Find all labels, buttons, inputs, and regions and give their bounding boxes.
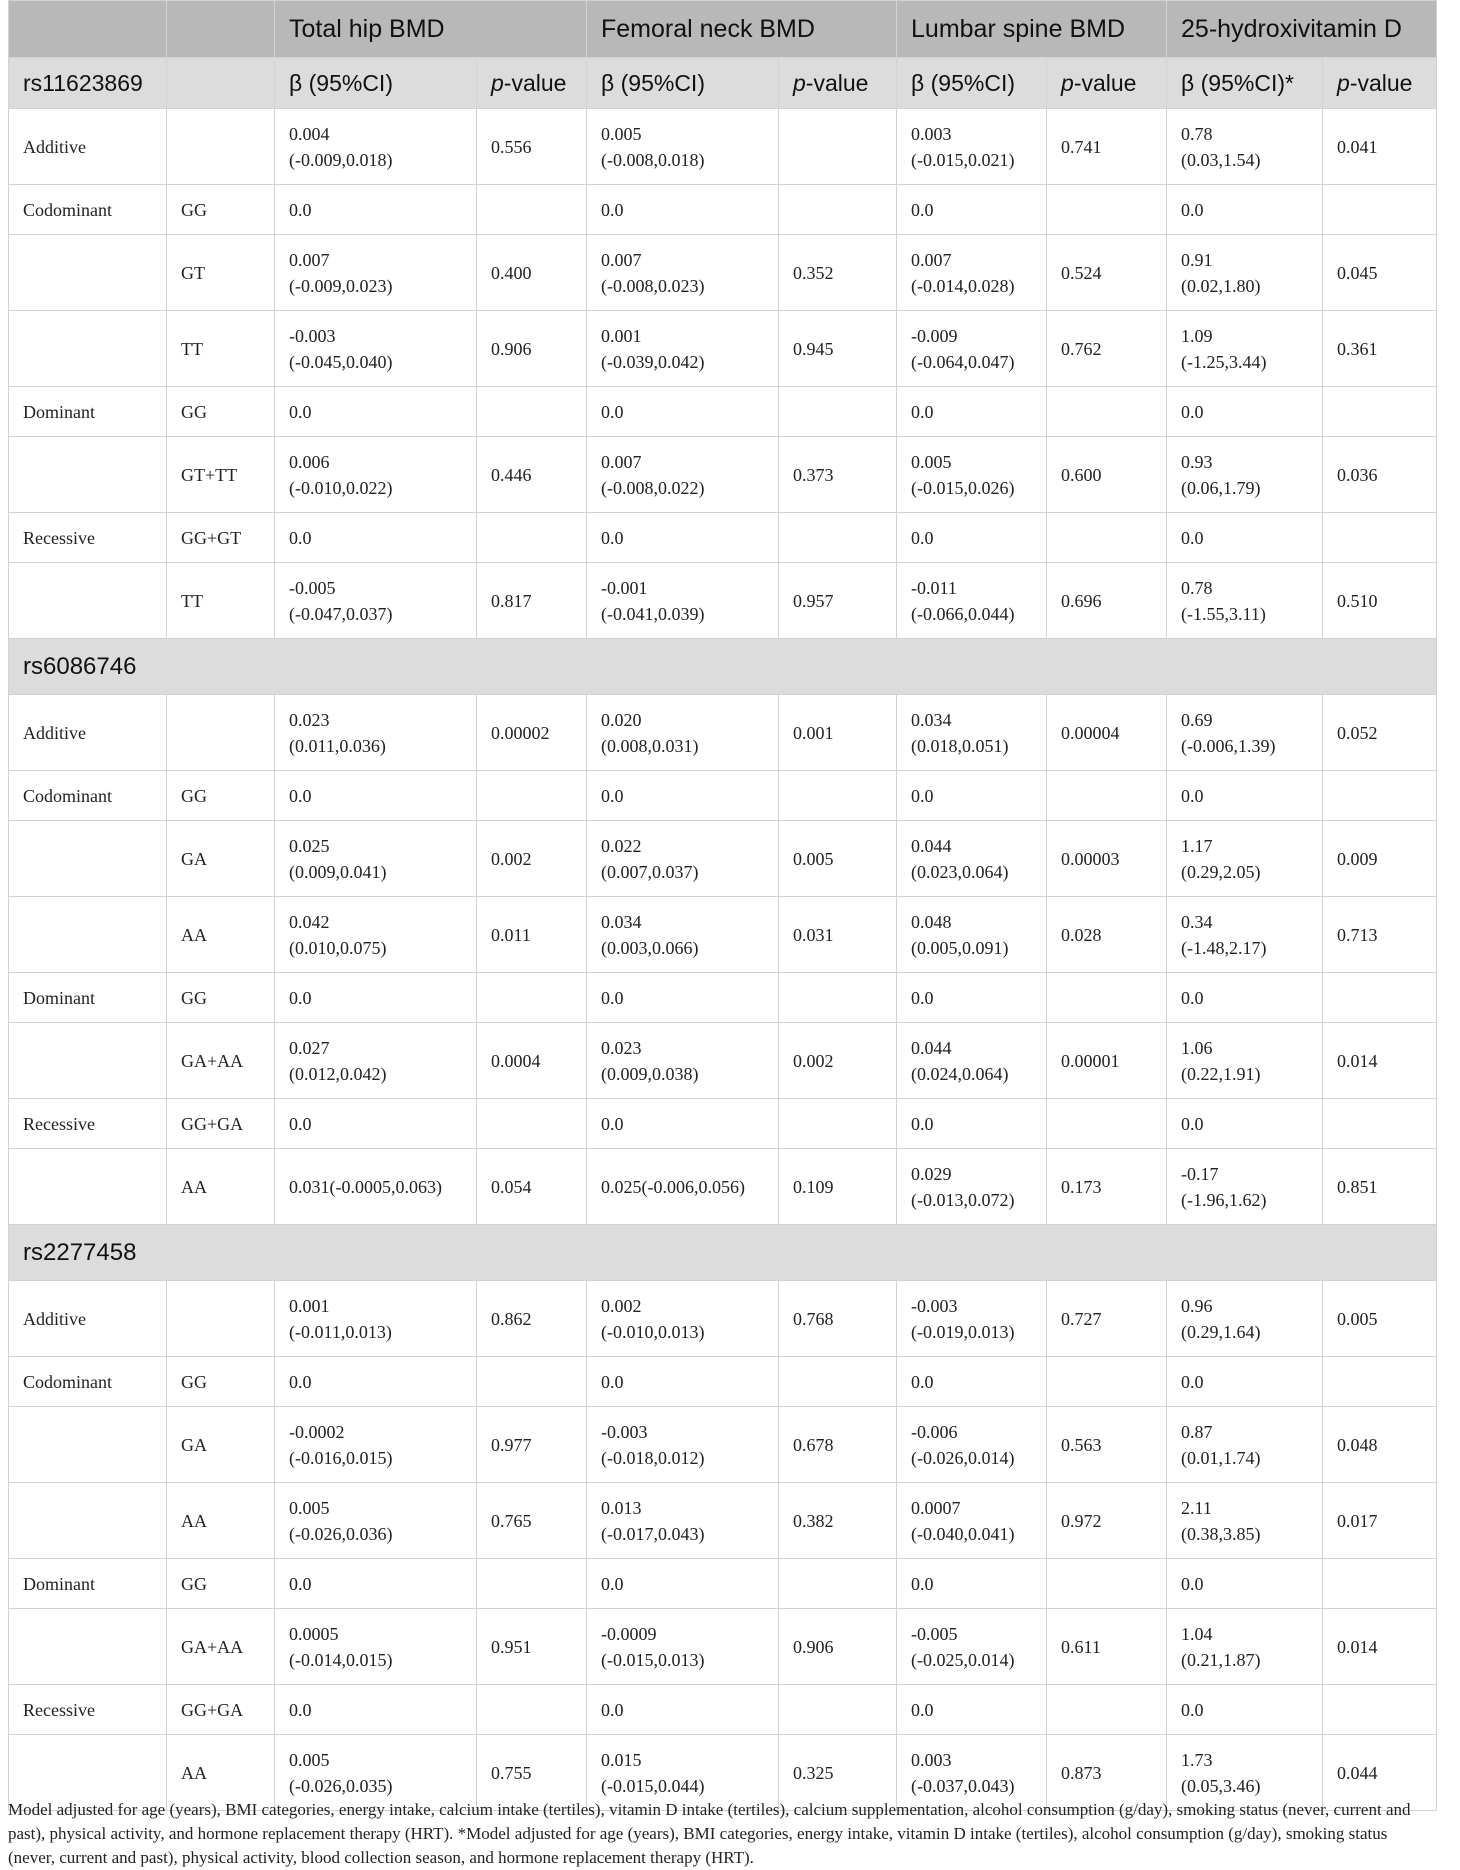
header-lumbar-spine: Lumbar spine BMD bbox=[897, 1, 1167, 58]
p-value-cell: 0.00004 bbox=[1047, 695, 1167, 771]
p-value-cell: 0.0004 bbox=[477, 1023, 587, 1099]
beta-ci-cell: -0.011 (-0.066,0.044) bbox=[897, 563, 1047, 639]
genotype-cell: GG+GA bbox=[167, 1685, 275, 1735]
beta-ci-cell: -0.17 (-1.96,1.62) bbox=[1167, 1149, 1323, 1225]
p-value-cell bbox=[477, 973, 587, 1023]
p-value-cell bbox=[1047, 1099, 1167, 1149]
beta-ci-cell: 0.93 (0.06,1.79) bbox=[1167, 437, 1323, 513]
model-cell bbox=[9, 1023, 167, 1099]
beta-ci-cell: 0.78 (0.03,1.54) bbox=[1167, 109, 1323, 185]
p-value-cell: 0.873 bbox=[1047, 1735, 1167, 1811]
p-value-cell: 0.851 bbox=[1323, 1149, 1437, 1225]
beta-ci-cell: 1.17 (0.29,2.05) bbox=[1167, 821, 1323, 897]
beta-ci-cell: 0.0 bbox=[1167, 1099, 1323, 1149]
table-row bbox=[9, 1559, 1437, 1609]
beta-ci-cell: 0.001 (-0.011,0.013) bbox=[275, 1281, 477, 1357]
p-value-cell: 0.977 bbox=[477, 1407, 587, 1483]
beta-ci-cell: 0.005 (-0.008,0.018) bbox=[587, 109, 779, 185]
p-value-cell: 0.373 bbox=[779, 437, 897, 513]
beta-ci-cell: 2.11 (0.38,3.85) bbox=[1167, 1483, 1323, 1559]
beta-ci-cell: 0.96 (0.29,1.64) bbox=[1167, 1281, 1323, 1357]
p-value-cell: 0.173 bbox=[1047, 1149, 1167, 1225]
outcome-header-row bbox=[9, 1, 1437, 58]
beta-ci-cell: 0.91 (0.02,1.80) bbox=[1167, 235, 1323, 311]
p-value-cell bbox=[477, 185, 587, 235]
subheader-row bbox=[9, 58, 1437, 109]
beta-ci-cell: -0.009 (-0.064,0.047) bbox=[897, 311, 1047, 387]
p-value-cell bbox=[1323, 973, 1437, 1023]
beta-ci-cell: 0.0 bbox=[275, 387, 477, 437]
p-value-cell: 0.563 bbox=[1047, 1407, 1167, 1483]
beta-ci-cell: 1.73 (0.05,3.46) bbox=[1167, 1735, 1323, 1811]
p-value-cell bbox=[1047, 973, 1167, 1023]
p-value-cell: 0.972 bbox=[1047, 1483, 1167, 1559]
p-value-cell: 0.352 bbox=[779, 235, 897, 311]
beta-ci-cell: 0.0 bbox=[897, 185, 1047, 235]
beta-ci-cell: 0.020 (0.008,0.031) bbox=[587, 695, 779, 771]
beta-ci-cell: 0.87 (0.01,1.74) bbox=[1167, 1407, 1323, 1483]
beta-ci-cell: 0.003 (-0.037,0.043) bbox=[897, 1735, 1047, 1811]
p-value-cell bbox=[1047, 1559, 1167, 1609]
beta-ci-cell: 0.027 (0.012,0.042) bbox=[275, 1023, 477, 1099]
beta-ci-cell: 0.0 bbox=[587, 185, 779, 235]
table-row bbox=[9, 695, 1437, 771]
p-value-cell: 0.002 bbox=[779, 1023, 897, 1099]
beta-header: β (95%CI) bbox=[275, 58, 477, 109]
p-value-cell bbox=[477, 1099, 587, 1149]
beta-ci-cell: -0.003 (-0.018,0.012) bbox=[587, 1407, 779, 1483]
p-value-cell: 0.031 bbox=[779, 897, 897, 973]
p-value-cell: 0.001 bbox=[779, 695, 897, 771]
p-value-cell: 0.048 bbox=[1323, 1407, 1437, 1483]
genotype-cell: GA bbox=[167, 821, 275, 897]
beta-ci-cell: 1.06 (0.22,1.91) bbox=[1167, 1023, 1323, 1099]
p-value-cell bbox=[477, 771, 587, 821]
beta-ci-cell: 0.031(-0.0005,0.063) bbox=[275, 1149, 477, 1225]
beta-ci-cell: 0.0 bbox=[1167, 1685, 1323, 1735]
model-cell: Dominant bbox=[9, 1559, 167, 1609]
genotype-cell: GG bbox=[167, 185, 275, 235]
beta-ci-cell: 0.0 bbox=[897, 1685, 1047, 1735]
beta-ci-cell: 0.0 bbox=[275, 1685, 477, 1735]
p-value-cell bbox=[1047, 185, 1167, 235]
p-value-cell bbox=[779, 1559, 897, 1609]
p-value-cell: 0.00003 bbox=[1047, 821, 1167, 897]
p-value-cell: 0.600 bbox=[1047, 437, 1167, 513]
genotype-cell: TT bbox=[167, 563, 275, 639]
p-value-cell: 0.011 bbox=[477, 897, 587, 973]
genotype-cell: GG bbox=[167, 973, 275, 1023]
p-value-cell: 0.00002 bbox=[477, 695, 587, 771]
results-table-container bbox=[8, 0, 1436, 1811]
p-value-cell: 0.005 bbox=[1323, 1281, 1437, 1357]
table-row bbox=[9, 1609, 1437, 1685]
table-footnote: Model adjusted for age (years), BMI categories, energy intake, calcium intake (tertiles), vitamin D intake (tertiles), calcium supplementation, alcohol consumption (g/day), smoking status (never, current and past), physical activity, and hormone replacement therapy (HRT). *Model adjusted for age (years), BMI categories, energy intake, vitamin D intake (tertiles), alcohol consumption (g/day), smoking status (never, current and past), physical activity, blood collection season, and hormone replacement therapy (HRT). bbox=[8, 1800, 1411, 1867]
p-value-cell: 0.00001 bbox=[1047, 1023, 1167, 1099]
p-value-cell: 0.713 bbox=[1323, 897, 1437, 973]
snp-name: rs2277458 bbox=[9, 1225, 1437, 1281]
header-empty-cell bbox=[167, 1, 275, 58]
p-value-cell: 0.696 bbox=[1047, 563, 1167, 639]
beta-ci-cell: 0.0 bbox=[1167, 771, 1323, 821]
p-value-cell: 0.817 bbox=[477, 563, 587, 639]
model-cell bbox=[9, 1609, 167, 1685]
p-value-cell: 0.400 bbox=[477, 235, 587, 311]
beta-ci-cell: 0.0 bbox=[275, 1099, 477, 1149]
model-cell: Additive bbox=[9, 109, 167, 185]
p-value-cell: 0.036 bbox=[1323, 437, 1437, 513]
beta-ci-cell: 0.013 (-0.017,0.043) bbox=[587, 1483, 779, 1559]
beta-ci-cell: -0.005 (-0.047,0.037) bbox=[275, 563, 477, 639]
model-cell bbox=[9, 437, 167, 513]
beta-ci-cell: 0.0 bbox=[275, 1559, 477, 1609]
p-value-cell bbox=[779, 513, 897, 563]
table-row bbox=[9, 235, 1437, 311]
p-value-cell: 0.678 bbox=[779, 1407, 897, 1483]
beta-ci-cell: 0.0 bbox=[587, 1685, 779, 1735]
beta-ci-cell: 0.048 (0.005,0.091) bbox=[897, 897, 1047, 973]
p-value-cell: 0.556 bbox=[477, 109, 587, 185]
p-value-cell: 0.109 bbox=[779, 1149, 897, 1225]
p-value-cell: 0.951 bbox=[477, 1609, 587, 1685]
header-vitamin-d: 25-hydroxivitamin D bbox=[1167, 1, 1437, 58]
p-value-cell: 0.741 bbox=[1047, 109, 1167, 185]
p-value-cell: 0.325 bbox=[779, 1735, 897, 1811]
model-cell: Recessive bbox=[9, 1099, 167, 1149]
genotype-cell: GG+GA bbox=[167, 1099, 275, 1149]
table-row bbox=[9, 1281, 1437, 1357]
p-value-cell bbox=[477, 387, 587, 437]
model-cell bbox=[9, 897, 167, 973]
beta-ci-cell: 0.69 (-0.006,1.39) bbox=[1167, 695, 1323, 771]
beta-ci-cell: 0.0005 (-0.014,0.015) bbox=[275, 1609, 477, 1685]
genotype-cell: GT+TT bbox=[167, 437, 275, 513]
p-value-cell: 0.054 bbox=[477, 1149, 587, 1225]
beta-ci-cell: 0.034 (0.018,0.051) bbox=[897, 695, 1047, 771]
p-value-cell: 0.014 bbox=[1323, 1609, 1437, 1685]
beta-ci-cell: 0.0007 (-0.040,0.041) bbox=[897, 1483, 1047, 1559]
beta-ci-cell: 0.0 bbox=[275, 185, 477, 235]
table-row bbox=[9, 821, 1437, 897]
results-table bbox=[8, 0, 1437, 1811]
beta-ci-cell: 0.006 (-0.010,0.022) bbox=[275, 437, 477, 513]
p-value-cell bbox=[779, 1357, 897, 1407]
p-value-cell: 0.862 bbox=[477, 1281, 587, 1357]
beta-header: β (95%CI) bbox=[587, 58, 779, 109]
genotype-cell: GA+AA bbox=[167, 1609, 275, 1685]
p-value-cell bbox=[1047, 771, 1167, 821]
genotype-cell: AA bbox=[167, 897, 275, 973]
genotype-cell: GG bbox=[167, 771, 275, 821]
model-cell: Recessive bbox=[9, 1685, 167, 1735]
beta-ci-cell: 0.0 bbox=[275, 1357, 477, 1407]
p-value-cell: 0.361 bbox=[1323, 311, 1437, 387]
beta-ci-cell: 0.0 bbox=[587, 973, 779, 1023]
beta-ci-cell: 0.007 (-0.014,0.028) bbox=[897, 235, 1047, 311]
p-value-cell: 0.957 bbox=[779, 563, 897, 639]
genotype-cell bbox=[167, 109, 275, 185]
beta-ci-cell: 0.005 (-0.026,0.035) bbox=[275, 1735, 477, 1811]
p-value-cell bbox=[779, 771, 897, 821]
beta-ci-cell: 0.0 bbox=[897, 1099, 1047, 1149]
p-value-cell bbox=[1323, 771, 1437, 821]
beta-ci-cell: 0.78 (-1.55,3.11) bbox=[1167, 563, 1323, 639]
genotype-cell: GG+GT bbox=[167, 513, 275, 563]
table-row bbox=[9, 1483, 1437, 1559]
beta-ci-cell: 0.004 (-0.009,0.018) bbox=[275, 109, 477, 185]
table-row bbox=[9, 1407, 1437, 1483]
header-empty-cell bbox=[9, 1, 167, 58]
header-femoral-neck: Femoral neck BMD bbox=[587, 1, 897, 58]
genotype-cell: GG bbox=[167, 1357, 275, 1407]
p-value-cell bbox=[1047, 1685, 1167, 1735]
p-value-cell bbox=[1323, 387, 1437, 437]
p-value-cell: 0.765 bbox=[477, 1483, 587, 1559]
model-cell bbox=[9, 1407, 167, 1483]
p-value-cell: 0.009 bbox=[1323, 821, 1437, 897]
model-cell bbox=[9, 1483, 167, 1559]
beta-ci-cell: 0.025 (0.009,0.041) bbox=[275, 821, 477, 897]
beta-ci-cell: -0.006 (-0.026,0.014) bbox=[897, 1407, 1047, 1483]
genotype-cell: AA bbox=[167, 1149, 275, 1225]
p-value-cell bbox=[1323, 1357, 1437, 1407]
beta-ci-cell: 0.025(-0.006,0.056) bbox=[587, 1149, 779, 1225]
table-row bbox=[9, 437, 1437, 513]
p-value-cell: 0.768 bbox=[779, 1281, 897, 1357]
beta-ci-cell: -0.005 (-0.025,0.014) bbox=[897, 1609, 1047, 1685]
beta-ci-cell: 0.0 bbox=[587, 1357, 779, 1407]
p-value-cell bbox=[477, 513, 587, 563]
genotype-cell: GA+AA bbox=[167, 1023, 275, 1099]
p-value-header: p-value bbox=[1323, 58, 1437, 109]
table-row bbox=[9, 563, 1437, 639]
beta-ci-cell: 0.0 bbox=[275, 513, 477, 563]
table-row bbox=[9, 771, 1437, 821]
p-value-cell: 0.446 bbox=[477, 437, 587, 513]
beta-ci-cell: -0.0002 (-0.016,0.015) bbox=[275, 1407, 477, 1483]
p-value-cell: 0.045 bbox=[1323, 235, 1437, 311]
model-cell: Dominant bbox=[9, 973, 167, 1023]
model-cell: Additive bbox=[9, 1281, 167, 1357]
beta-ci-cell: 0.0 bbox=[587, 1559, 779, 1609]
snp-header-row bbox=[9, 1225, 1437, 1281]
p-value-cell: 0.017 bbox=[1323, 1483, 1437, 1559]
p-value-cell bbox=[477, 1357, 587, 1407]
p-value-cell bbox=[477, 1685, 587, 1735]
p-value-cell: 0.611 bbox=[1047, 1609, 1167, 1685]
beta-ci-cell: 0.023 (0.009,0.038) bbox=[587, 1023, 779, 1099]
model-cell: Dominant bbox=[9, 387, 167, 437]
table-row bbox=[9, 387, 1437, 437]
model-cell: Additive bbox=[9, 695, 167, 771]
beta-ci-cell: 1.04 (0.21,1.87) bbox=[1167, 1609, 1323, 1685]
p-value-cell bbox=[1047, 1357, 1167, 1407]
genotype-cell: GA bbox=[167, 1407, 275, 1483]
beta-ci-cell: 0.034 (0.003,0.066) bbox=[587, 897, 779, 973]
beta-ci-cell: -0.003 (-0.045,0.040) bbox=[275, 311, 477, 387]
p-value-cell bbox=[779, 387, 897, 437]
p-value-cell: 0.005 bbox=[779, 821, 897, 897]
table-row bbox=[9, 1357, 1437, 1407]
beta-ci-cell: 0.0 bbox=[587, 771, 779, 821]
p-value-cell bbox=[1323, 1099, 1437, 1149]
p-value-cell bbox=[779, 109, 897, 185]
table-body bbox=[9, 109, 1437, 1811]
beta-ci-cell: -0.0009 (-0.015,0.013) bbox=[587, 1609, 779, 1685]
snp-name-rs11623869: rs11623869 bbox=[9, 58, 167, 109]
model-cell bbox=[9, 235, 167, 311]
genotype-cell: GT bbox=[167, 235, 275, 311]
beta-ci-cell: 0.0 bbox=[1167, 185, 1323, 235]
table-row bbox=[9, 1099, 1437, 1149]
p-value-cell: 0.762 bbox=[1047, 311, 1167, 387]
p-value-cell bbox=[477, 1559, 587, 1609]
p-value-cell bbox=[1323, 1685, 1437, 1735]
p-value-cell: 0.906 bbox=[477, 311, 587, 387]
table-row bbox=[9, 1149, 1437, 1225]
p-value-cell bbox=[779, 973, 897, 1023]
model-cell: Codominant bbox=[9, 1357, 167, 1407]
genotype-cell: TT bbox=[167, 311, 275, 387]
p-value-cell: 0.727 bbox=[1047, 1281, 1167, 1357]
beta-ci-cell: 0.007 (-0.008,0.023) bbox=[587, 235, 779, 311]
beta-ci-cell: 0.007 (-0.008,0.022) bbox=[587, 437, 779, 513]
beta-ci-cell: 0.044 (0.023,0.064) bbox=[897, 821, 1047, 897]
table-row bbox=[9, 513, 1437, 563]
p-value-cell bbox=[1047, 387, 1167, 437]
beta-ci-cell: 0.0 bbox=[1167, 1559, 1323, 1609]
beta-header: β (95%CI) bbox=[897, 58, 1047, 109]
p-value-cell bbox=[1047, 513, 1167, 563]
beta-ci-cell: 0.001 (-0.039,0.042) bbox=[587, 311, 779, 387]
beta-ci-cell: 0.023 (0.011,0.036) bbox=[275, 695, 477, 771]
p-value-cell bbox=[1323, 513, 1437, 563]
p-value-cell: 0.002 bbox=[477, 821, 587, 897]
model-cell: Codominant bbox=[9, 771, 167, 821]
beta-ci-cell: 0.044 (0.024,0.064) bbox=[897, 1023, 1047, 1099]
p-value-cell: 0.014 bbox=[1323, 1023, 1437, 1099]
beta-ci-cell: 0.34 (-1.48,2.17) bbox=[1167, 897, 1323, 973]
beta-ci-cell: 0.0 bbox=[897, 1559, 1047, 1609]
p-value-cell: 0.524 bbox=[1047, 235, 1167, 311]
beta-ci-cell: 0.0 bbox=[897, 387, 1047, 437]
p-value-header: p-value bbox=[1047, 58, 1167, 109]
p-value-cell bbox=[779, 1685, 897, 1735]
model-cell: Codominant bbox=[9, 185, 167, 235]
beta-ci-cell: -0.003 (-0.019,0.013) bbox=[897, 1281, 1047, 1357]
table-row bbox=[9, 311, 1437, 387]
p-value-cell: 0.382 bbox=[779, 1483, 897, 1559]
p-value-cell bbox=[779, 185, 897, 235]
p-value-cell: 0.041 bbox=[1323, 109, 1437, 185]
beta-ci-cell: 0.0 bbox=[587, 513, 779, 563]
beta-ci-cell: 1.09 (-1.25,3.44) bbox=[1167, 311, 1323, 387]
beta-ci-cell: 0.0 bbox=[587, 387, 779, 437]
beta-ci-cell: 0.022 (0.007,0.037) bbox=[587, 821, 779, 897]
genotype-cell: AA bbox=[167, 1483, 275, 1559]
p-value-header: p-value bbox=[477, 58, 587, 109]
snp-name: rs6086746 bbox=[9, 639, 1437, 695]
p-value-cell bbox=[779, 1099, 897, 1149]
p-value-cell: 0.755 bbox=[477, 1735, 587, 1811]
model-cell bbox=[9, 821, 167, 897]
beta-ci-cell: 0.0 bbox=[897, 513, 1047, 563]
model-cell bbox=[9, 311, 167, 387]
beta-ci-cell: 0.0 bbox=[275, 973, 477, 1023]
beta-ci-cell: 0.042 (0.010,0.075) bbox=[275, 897, 477, 973]
beta-ci-cell: 0.0 bbox=[1167, 387, 1323, 437]
genotype-cell bbox=[167, 1281, 275, 1357]
table-row bbox=[9, 973, 1437, 1023]
genotype-cell: GG bbox=[167, 387, 275, 437]
beta-ci-cell: 0.0 bbox=[275, 771, 477, 821]
table-row bbox=[9, 185, 1437, 235]
subheader-empty-cell bbox=[167, 58, 275, 109]
beta-ci-cell: 0.0 bbox=[897, 1357, 1047, 1407]
beta-ci-cell: 0.0 bbox=[1167, 513, 1323, 563]
genotype-cell: GG bbox=[167, 1559, 275, 1609]
p-value-cell: 0.052 bbox=[1323, 695, 1437, 771]
beta-ci-cell: 0.0 bbox=[587, 1099, 779, 1149]
genotype-cell bbox=[167, 695, 275, 771]
beta-ci-cell: 0.029 (-0.013,0.072) bbox=[897, 1149, 1047, 1225]
p-value-cell: 0.044 bbox=[1323, 1735, 1437, 1811]
genotype-cell: AA bbox=[167, 1735, 275, 1811]
p-value-cell bbox=[1323, 1559, 1437, 1609]
table-row bbox=[9, 109, 1437, 185]
p-value-cell: 0.945 bbox=[779, 311, 897, 387]
model-cell bbox=[9, 563, 167, 639]
snp-header-row bbox=[9, 639, 1437, 695]
beta-ci-cell: -0.001 (-0.041,0.039) bbox=[587, 563, 779, 639]
beta-ci-cell: 0.005 (-0.026,0.036) bbox=[275, 1483, 477, 1559]
p-value-cell: 0.510 bbox=[1323, 563, 1437, 639]
p-value-cell: 0.906 bbox=[779, 1609, 897, 1685]
p-value-cell bbox=[1323, 185, 1437, 235]
beta-ci-cell: 0.0 bbox=[897, 771, 1047, 821]
beta-ci-cell: 0.0 bbox=[1167, 973, 1323, 1023]
model-cell: Recessive bbox=[9, 513, 167, 563]
model-cell bbox=[9, 1149, 167, 1225]
beta-header-star: β (95%CI)* bbox=[1167, 58, 1323, 109]
beta-ci-cell: 0.007 (-0.009,0.023) bbox=[275, 235, 477, 311]
p-value-header: p-value bbox=[779, 58, 897, 109]
table-row bbox=[9, 1685, 1437, 1735]
beta-ci-cell: 0.0 bbox=[897, 973, 1047, 1023]
beta-ci-cell: 0.005 (-0.015,0.026) bbox=[897, 437, 1047, 513]
beta-ci-cell: 0.003 (-0.015,0.021) bbox=[897, 109, 1047, 185]
beta-ci-cell: 0.002 (-0.010,0.013) bbox=[587, 1281, 779, 1357]
beta-ci-cell: 0.015 (-0.015,0.044) bbox=[587, 1735, 779, 1811]
beta-ci-cell: 0.0 bbox=[1167, 1357, 1323, 1407]
p-value-cell: 0.028 bbox=[1047, 897, 1167, 973]
header-total-hip: Total hip BMD bbox=[275, 1, 587, 58]
table-row bbox=[9, 897, 1437, 973]
table-row bbox=[9, 1023, 1437, 1099]
